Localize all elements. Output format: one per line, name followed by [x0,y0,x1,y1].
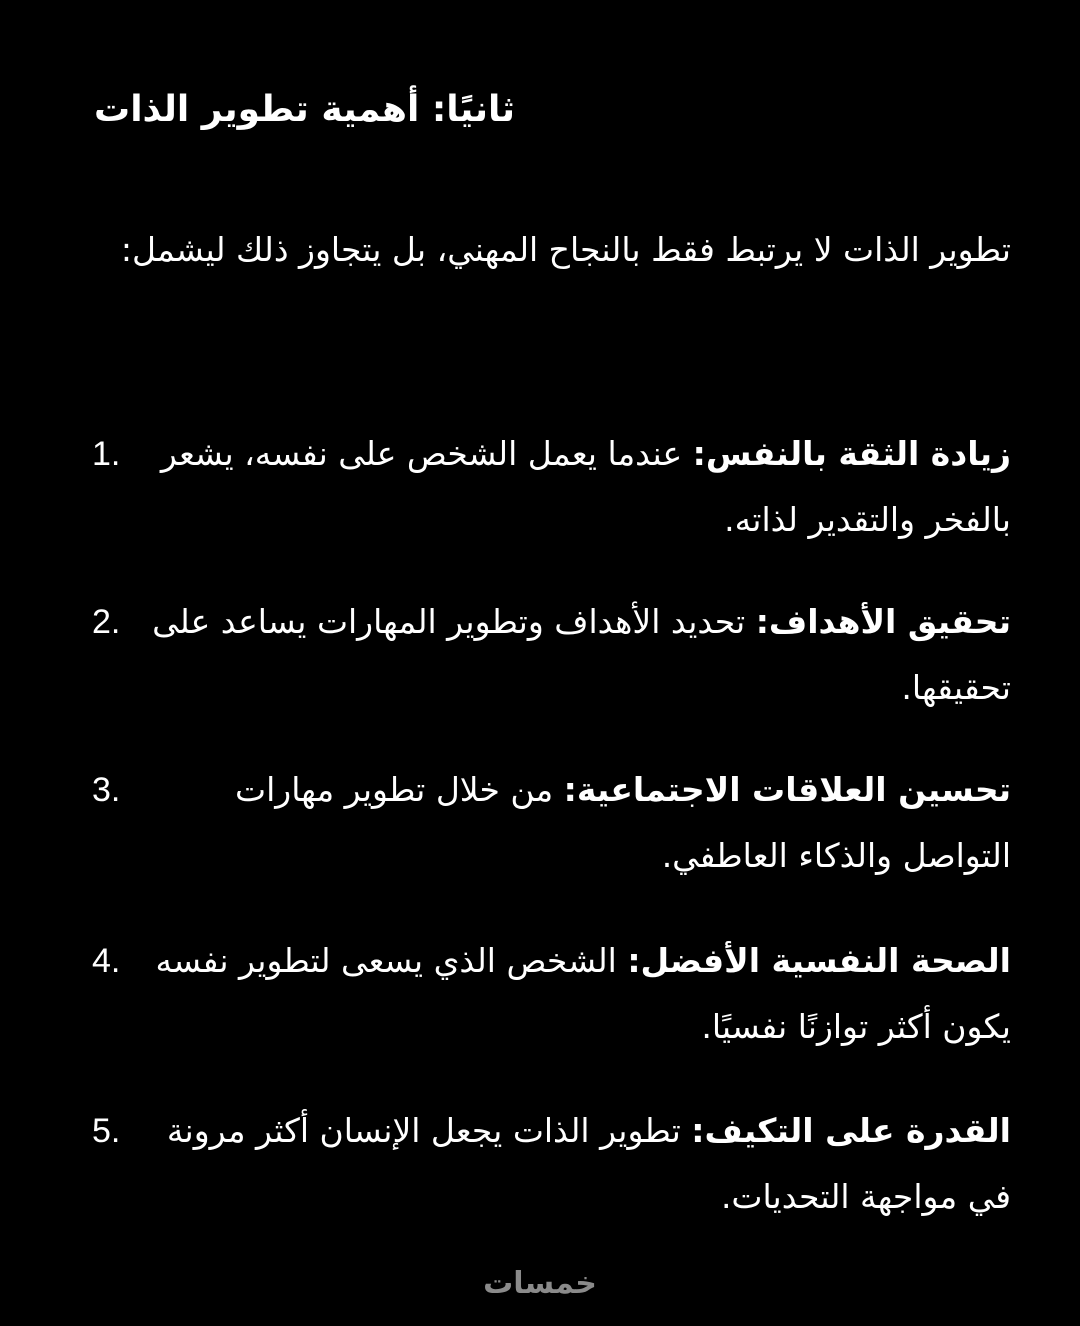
list-item-text [151,421,1011,553]
watermark-logo: خمسات [483,1266,597,1301]
list-item-description: الشخص الذي يسعى لتطوير نفسه يكون أكثر توازنًا نفسيًا. [155,941,1011,1046]
list-item-number: 1. [92,435,121,473]
list-item [70,589,1011,721]
intro-paragraph: تطوير الذات لا يرتبط فقط بالنجاح المهني، بل يتجاوز ذلك ليشمل: [120,230,1011,269]
list-item-text [151,589,1011,721]
list-item-number: 2. [92,603,121,641]
list-item [70,928,1011,1060]
list-item-description: عندما يعمل الشخص على نفسه، يشعر بالفخر والتقدير لذاته. [160,434,1011,539]
list-item-description: من خلال تطوير مهارات التواصل والذكاء العاطفي. [235,770,1011,875]
section-heading: ثانيًا: أهمية تطوير الذات [94,89,515,130]
list-item-term: القدرة على التكيف: [691,1111,1011,1150]
list-item-description: تطوير الذات يجعل الإنسان أكثر مرونة في مواجهة التحديات. [166,1111,1011,1216]
list-item-description: تحديد الأهداف وتطوير المهارات يساعد على تحقيقها. [152,602,1011,707]
list-item-term: تحسين العلاقات الاجتماعية: [563,770,1011,809]
list-item [70,421,1011,553]
list-item-number: 5. [92,1112,121,1150]
list-item [70,757,1011,889]
list-item-term: الصحة النفسية الأفضل: [627,941,1011,980]
list-item-text [151,1098,1011,1230]
list-item-term: زيادة الثقة بالنفس: [692,434,1011,473]
list-item-number: 4. [92,942,121,980]
list-item [70,1098,1011,1230]
list-item-text [151,757,1011,889]
list-item-text [151,928,1011,1060]
list-item-number: 3. [92,771,121,809]
list-item-term: تحقيق الأهداف: [755,602,1011,641]
